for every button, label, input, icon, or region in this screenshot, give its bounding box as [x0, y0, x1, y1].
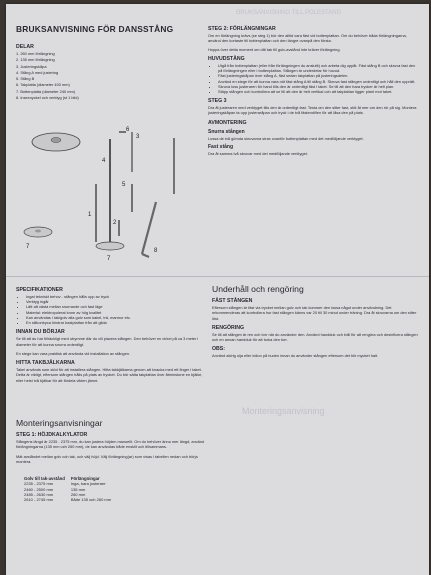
bleed-through-title: Monteringsanvisning: [242, 406, 325, 416]
table-row: [24, 497, 117, 502]
find-joists-heading: HITTA TAKBJÄLKARNA: [16, 360, 75, 367]
allen-key: [142, 202, 156, 254]
height-table: [24, 476, 117, 502]
step3-heading: STEG 3: [208, 98, 227, 105]
page-title: BRUKSANVISNING FÖR DANSSTÅNG: [16, 24, 174, 34]
step1-text: Stångens längd är 2235 - 2375 mm, du kan justera höjden manuellt. Om du behöver ännu mer längd, använd förlängningarna (135 mm och 260 mm), de kan användas både enskilt och tillsammans.: [16, 439, 205, 450]
parts-diagram: [14, 124, 204, 284]
label-5: 5: [122, 182, 126, 188]
label-3: 3: [136, 134, 140, 140]
parts-list-item: 7. Bottenplatta (diameter 240 mm): [16, 88, 76, 94]
before-text: Se till att du har tillräckligt med utrymme där du vill placera stången. Den behöver en cirkel på ca 3 meter i diameter för att kunna snurra ordentligt.: [16, 336, 199, 347]
parts-list-item: 4. Stång A med justering: [16, 69, 59, 75]
table-row: [24, 481, 117, 486]
assembly-title: Monteringsanvisningar: [16, 418, 103, 428]
spec-item: • Verktyg ingår: [26, 299, 208, 304]
table-cell-distance: 2485 - 2630 mm: [24, 491, 54, 497]
instruction-sheet: [6, 4, 429, 575]
parts-list-item: 6. Takplatta (diameter 400 mm): [16, 82, 70, 88]
step1-text-2: Mät avståndet mellan golv och tak, och välj höjd. Välj förlängning(ar) som visas i tabellen nedan och börja montera.: [16, 453, 198, 464]
dismount-heading: AVMONTERING: [208, 119, 247, 126]
spec-list: [16, 294, 208, 325]
step2-note: Hoppa över detta moment om ditt tak till golv-avstånd inte kräver förlängning.: [208, 46, 341, 52]
parts-list-item: 3. Justeringskåpa: [16, 63, 47, 69]
label-2: 2: [113, 220, 117, 226]
spec-item: • En silikonbyxa hindrar bastplattan från att glida: [26, 320, 208, 325]
step3-text: Dra åt justeraren med verktyget tills den är ordentligt fast. Testa om den sitter fast, stöt åt mer om den rör på sig. Montera justeringskåpan ta upp justeraråpan och tryck i de två fästerotillen för att låsa den på plats.: [208, 105, 417, 116]
maintenance-title: Underhåll och rengöring: [212, 284, 304, 294]
before-text-2: En stege kan vara praktisk att använda vid installation av stången.: [16, 350, 130, 356]
cleaning-heading: RENGÖRING: [212, 324, 244, 331]
spec-item: • Material: elektropolerat krom av hög kvalitet: [26, 310, 208, 315]
before-heading: INNAN DU BÖRJAR: [16, 329, 65, 336]
bottom-left-column: [16, 418, 211, 502]
table-header-distance: Golv till tak-avstånd: [24, 476, 65, 482]
parts-list-item: 8. Insexnyckel och verktyg (st 1 bild): [16, 95, 79, 101]
table-cell-extension: 135 mm: [70, 486, 86, 492]
table-header-extensions: Förlängningar: [70, 476, 100, 482]
main-pole-step: • Stäpp stången och kontrollera att se till att den är helt vertikal och att takplattan ligger plant mot taket.: [218, 89, 420, 94]
right-top-column: [208, 26, 420, 157]
table-cell-distance: 2610 - 2745 mm: [24, 497, 54, 502]
base-plate-small: [24, 227, 52, 237]
fasten-text: Eftersom stången är fäst via trycket mellan golv och tak kommer den lossa något under användning. Det rekommenderas att kontrollera hur fast stången känns var 20 till 30 minut under träning. Dra åt skruvarna om den sitter löst.: [212, 305, 417, 321]
table-cell-extension: 260 mm: [70, 491, 86, 497]
label-6: 6: [126, 127, 130, 133]
table-body: [24, 481, 117, 502]
label-8: 8: [154, 248, 158, 254]
static-heading: Fast stång: [208, 144, 234, 150]
table-cell-extension: Både 135 och 260 mm: [70, 497, 112, 502]
bleed-through-text: ᗺRUKSANVISNING TILL POLESTANG: [236, 10, 342, 16]
parts-list-item: 5. Stång B: [16, 76, 35, 82]
spinning-text: Lossa de två gömda skruvarna strax ovanför bottenplattan med det medföljande verktyget.: [208, 135, 364, 141]
parts-list-item: 2. 135 mm förlängning: [16, 57, 55, 63]
spec-item: • Lätt att västa mellan snurrande och fast läge: [26, 304, 208, 309]
parts-heading: DELAR: [16, 44, 34, 50]
table-cell-distance: 2460 - 2500 mm: [24, 486, 54, 492]
main-pole-step: • Utgå från bottenplattan (eller från förlängningen du anslutit) och arbeta dig uppåt. Fäst stång B och skruva fast den på förlängningen eller i bottenplattan. Stången är underdelar för huvud.: [218, 63, 420, 73]
fasten-heading: FÄST STÅNGEN: [212, 298, 253, 304]
cleaning-text: Se till att stången är ren och torr när du använder den. Använd handduk och tvål för att rengöra och desinficera stången och en annan handduk för att torka den torr.: [212, 331, 418, 343]
parts-list: [16, 51, 211, 100]
table-cell-extension: Inga, bara justerare: [70, 481, 106, 487]
base-plate: [96, 242, 124, 250]
label-7b: 7: [107, 256, 111, 262]
main-pole-heading: HUVUDSTÅNG: [208, 55, 245, 62]
ceiling-plate: [32, 133, 80, 151]
spinning-heading: Snurra stången: [208, 128, 245, 135]
step1-heading: STEG 1: HÖJDKALKYLATOR: [16, 432, 88, 438]
right-mid-column: [212, 284, 420, 360]
spec-item: • Ingat tekniskt behov - stången hålls upp av tryck: [26, 294, 208, 299]
parts-list-item: 1. 260 mm förlängning: [16, 51, 55, 56]
table-cell-distance: 2235 - 2375 mm: [24, 481, 54, 487]
spec-item: • Kan användas i tak/golv alla golv som kakel, trä, marmor etc.: [26, 315, 208, 320]
static-text: Dra åt samma två skruvar med det medföljande verktyget.: [208, 151, 308, 156]
label-7a: 7: [26, 244, 30, 250]
step2-heading: STEG 2: FÖRLÄNGNINGAR: [208, 26, 276, 32]
main-pole-step: • Använd en stege för att kunna vara nöt fäst stång A till stång B. Skruva fast stången ordentligt och håll den upprätt.: [218, 79, 420, 84]
obs-heading: OBS:: [212, 346, 225, 353]
main-pole-steps: [208, 63, 420, 94]
label-4: 4: [102, 158, 106, 164]
spec-heading: SPECIFIKATIONER: [16, 287, 63, 293]
step2-text: Om en förlängning krävs (se steg 1) bör den alltid vara fäst vid bottenplattan. Om du behöver båda förlängningarna, använd den kortaste till bottenplattan och den längre ovanpå den första.: [208, 33, 407, 44]
obs-text: Använd aldrig olja eller lotion på huden innan du använder stången eftersom det blir mycket halt.: [212, 353, 379, 359]
left-mid-column: [16, 287, 208, 384]
main-pole-step: • Fäst justeringskåpan över stång A, fäst sedan takplattan på justeringsdelen.: [218, 73, 420, 78]
label-1: 1: [88, 212, 92, 218]
left-top-column: [16, 24, 211, 101]
main-pole-step: • Skruva loss justeraren för hand tills den är ordentligt fäst i taket. Se till att den bara trycker är helt plan.: [218, 84, 420, 89]
find-joists-text: Takel används som stöd för att installera stången. Hitta takbjälkarna genom att knacka med ett finger i taket. Detta är viktigt, eftersom stången hålls på plats av trycket. Du bör sätta takplattan över åtminstone en bjälke, eller helst två bjälkar för att fördela vikten jämnt.: [16, 367, 203, 383]
